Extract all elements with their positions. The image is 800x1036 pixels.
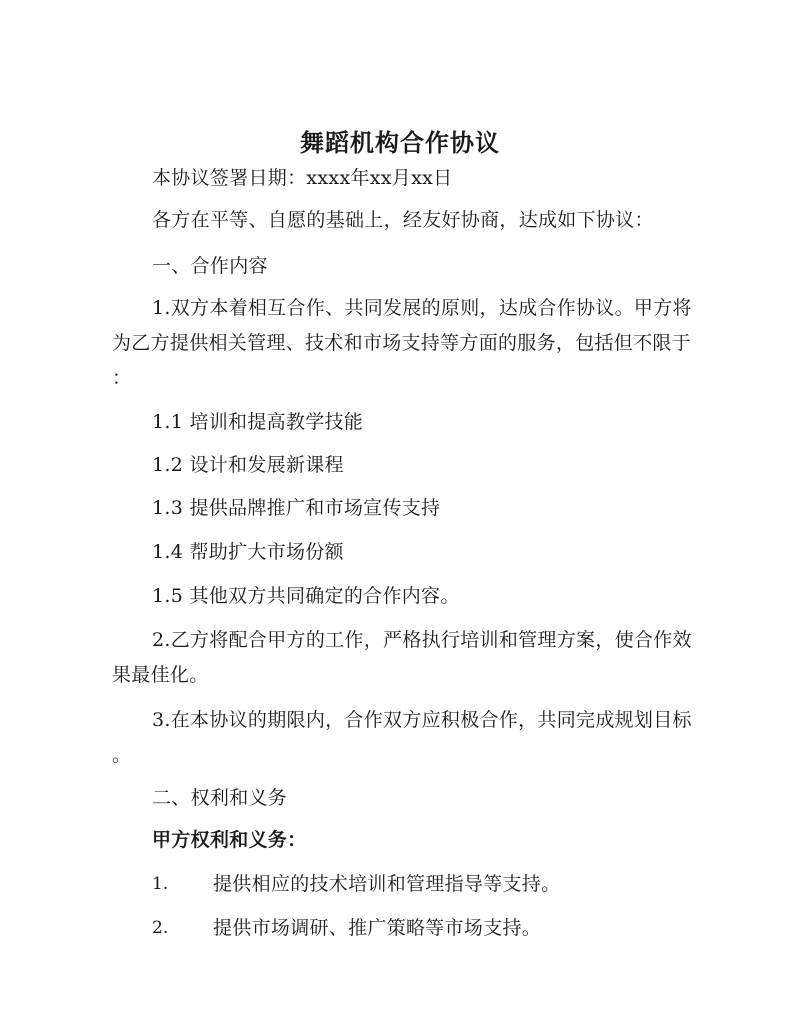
section1-p1-line1: 1.双方本着相互合作、共同发展的原则，达成合作协议。甲方将 <box>152 297 692 319</box>
section1-p1-line2: 为乙方提供相关管理、技术和市场支持等方面的服务，包括但不限于 <box>112 332 692 354</box>
section1-item-3: 1.3 提供品牌推广和市场宣传支持 <box>152 497 441 519</box>
section1-p2-line2: 果最佳化。 <box>112 664 209 686</box>
section1-heading: 一、合作内容 <box>152 255 268 277</box>
party-a-item-1-text: 提供相应的技术培训和管理指导等支持。 <box>213 873 561 895</box>
sign-date: 本协议签署日期：xxxx年xx月xx日 <box>152 167 453 189</box>
party-a-item-2-text: 提供市场调研、推广策略等市场支持。 <box>213 917 542 939</box>
section1-p3-line1: 3.在本协议的期限内，合作双方应积极合作，共同完成规划目标 <box>152 709 692 731</box>
document-title: 舞蹈机构合作协议 <box>300 128 500 157</box>
section2-heading: 二、权利和义务 <box>152 787 288 809</box>
section1-p2-line1: 2.乙方将配合甲方的工作，严格执行培训和管理方案，使合作效 <box>152 629 692 651</box>
intro-paragraph: 各方在平等、自愿的基础上，经友好协商，达成如下协议： <box>152 209 654 231</box>
party-a-item-1-number: 1. <box>152 874 169 894</box>
section1-p3-line2: 。 <box>112 744 132 766</box>
party-a-item-2-number: 2. <box>152 918 169 938</box>
section1-item-5: 1.5 其他双方共同确定的合作内容。 <box>152 585 460 607</box>
section1-item-4: 1.4 帮助扩大市场份额 <box>152 541 344 563</box>
section1-item-1: 1.1 培训和提高教学技能 <box>152 411 364 433</box>
section1-p1-line3: ： <box>112 367 132 389</box>
party-a-heading: 甲方权利和义务： <box>152 829 307 851</box>
section1-item-2: 1.2 设计和发展新课程 <box>152 454 344 476</box>
